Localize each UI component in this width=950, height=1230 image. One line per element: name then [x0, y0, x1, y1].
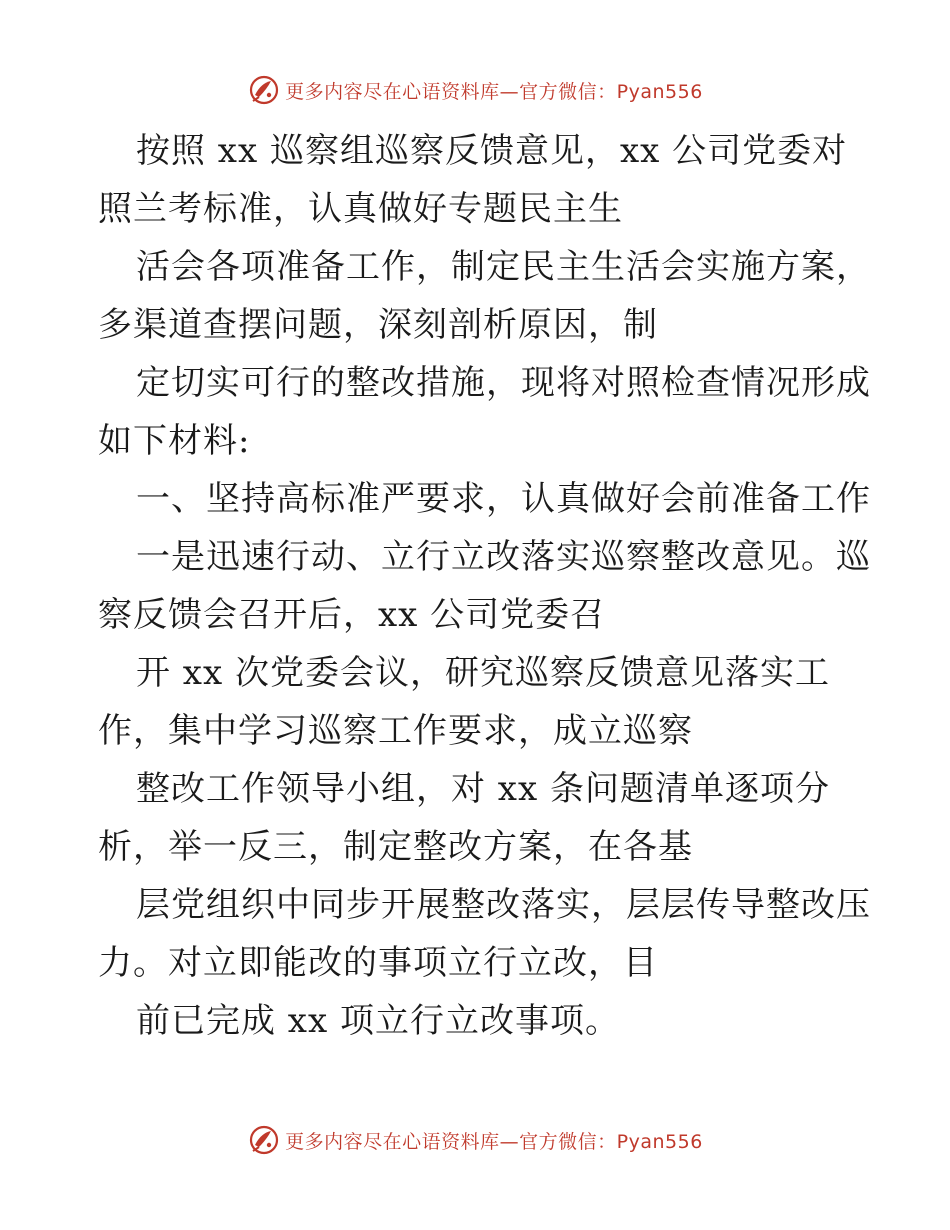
- text-line: 照兰考标准，认真做好专题民主生: [98, 189, 623, 229]
- footer-banner: [0, 1120, 950, 1160]
- text-line: 层党组织中同步开展整改落实，层层传导整改压: [136, 885, 871, 925]
- text-line: 如下材料:: [98, 421, 251, 461]
- text-line: 析，举一反三，制定整改方案，在各基: [98, 827, 693, 867]
- banner-text: 更多内容尽在心语资料库—官方微信：Pyan556: [285, 1130, 703, 1153]
- text-line: 按照 xx 巡察组巡察反馈意见，xx 公司党委对: [136, 131, 848, 171]
- text-line: 整改工作领导小组，对 xx 条问题清单逐项分: [136, 769, 830, 809]
- text-line: 作，集中学习巡察工作要求，成立巡察: [98, 711, 693, 751]
- document-body: [98, 122, 871, 1050]
- header-banner: [0, 70, 950, 110]
- banner-text: 更多内容尽在心语资料库—官方微信：Pyan556: [285, 80, 703, 103]
- text-line: 活会各项准备工作，制定民主生活会实施方案，: [136, 247, 871, 287]
- pen-logo-icon: [247, 1123, 281, 1157]
- text-line: 定切实可行的整改措施，现将对照检查情况形成: [136, 363, 871, 403]
- text-line: 开 xx 次党委会议，研究巡察反馈意见落实工: [136, 653, 830, 693]
- text-line: 前已完成 xx 项立行立改事项。: [136, 1001, 620, 1041]
- text-line: 多渠道查摆问题，深刻剖析原因，制: [98, 305, 658, 345]
- section-heading: 一、坚持高标准严要求，认真做好会前准备工作: [136, 479, 871, 519]
- text-line: 察反馈会召开后，xx 公司党委召: [98, 595, 606, 635]
- text-line: 力。对立即能改的事项立行立改，目: [98, 943, 658, 983]
- pen-logo-icon: [247, 73, 281, 107]
- text-line: 一是迅速行动、立行立改落实巡察整改意见。巡: [136, 537, 871, 577]
